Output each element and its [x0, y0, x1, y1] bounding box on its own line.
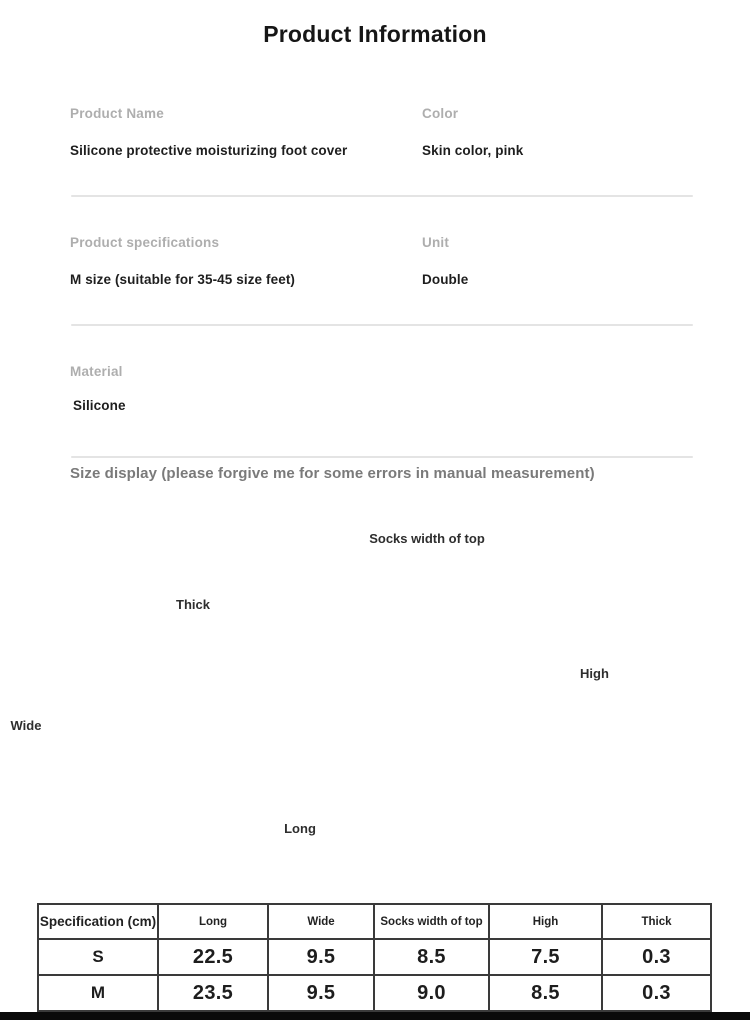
high-label: High	[580, 666, 609, 681]
field-label-unit: Unit	[422, 235, 450, 250]
field-value-color: Skin color, pink	[422, 143, 524, 158]
thick-label: Thick	[176, 597, 210, 612]
value-cell: 23.5	[158, 975, 268, 1011]
field-value-product-name: Silicone protective moisturizing foot cover	[70, 143, 348, 158]
socks-width-label: Socks width of top	[369, 531, 485, 546]
size-cell: M	[38, 975, 158, 1011]
value-cell: 8.5	[489, 975, 602, 1011]
size-display-heading: Size display (please forgive me for some errors in manual measurement)	[70, 465, 595, 482]
section-divider	[71, 195, 693, 197]
table-row-size-m	[38, 975, 711, 1011]
value-cell: 9.0	[374, 975, 489, 1011]
table-header-thick: Thick	[602, 904, 711, 939]
table-header-wide: Wide	[268, 904, 374, 939]
table-header-socks-width: Socks width of top	[374, 904, 489, 939]
bottom-edge-bar	[0, 1012, 750, 1020]
field-label-color: Color	[422, 106, 459, 121]
field-label-product-specifications: Product specifications	[70, 235, 220, 250]
table-header-specification: Specification (cm)	[38, 904, 158, 939]
specification-table	[37, 903, 712, 1012]
table-header-high: High	[489, 904, 602, 939]
value-cell: 22.5	[158, 939, 268, 975]
section-divider	[71, 456, 693, 458]
table-header-long: Long	[158, 904, 268, 939]
field-value-material: Silicone	[73, 398, 126, 413]
size-cell: S	[38, 939, 158, 975]
value-cell: 7.5	[489, 939, 602, 975]
size-diagram	[0, 520, 750, 860]
value-cell: 0.3	[602, 939, 711, 975]
value-cell: 8.5	[374, 939, 489, 975]
wide-label: Wide	[10, 718, 42, 733]
table-row-size-s	[38, 939, 711, 975]
value-cell: 9.5	[268, 939, 374, 975]
field-label-material: Material	[70, 364, 123, 379]
field-value-unit: Double	[422, 272, 469, 287]
section-divider	[71, 324, 693, 326]
long-label: Long	[284, 821, 316, 836]
page-title: Product Information	[263, 21, 487, 47]
value-cell: 9.5	[268, 975, 374, 1011]
value-cell: 0.3	[602, 975, 711, 1011]
field-value-product-specifications: M size (suitable for 35-45 size feet)	[70, 272, 296, 287]
table-header-row	[38, 904, 711, 939]
field-label-product-name: Product Name	[70, 106, 164, 121]
